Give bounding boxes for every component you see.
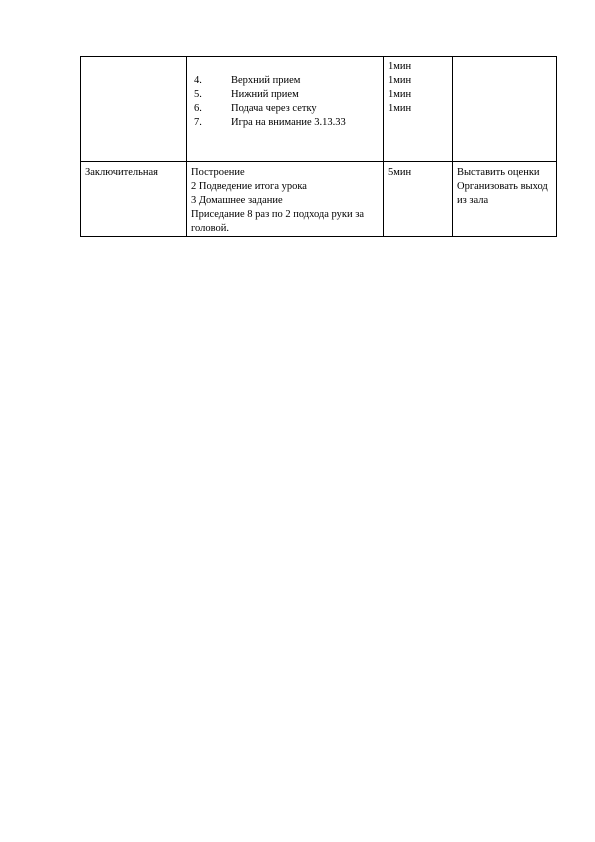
item-text: Подача через сетку	[231, 103, 317, 114]
note-line: Выставить оценки	[457, 167, 540, 178]
item-number: 4.	[194, 75, 202, 86]
list-item	[191, 74, 379, 88]
item-text: Игра на внимание 3.13.33	[231, 117, 346, 128]
list-item	[191, 116, 379, 130]
item-text: Нижний прием	[231, 89, 299, 100]
item-text: Верхний прием	[231, 75, 301, 86]
item-number: 7.	[194, 117, 202, 128]
list-item	[191, 102, 379, 116]
lesson-plan-table	[80, 56, 557, 237]
table-row	[81, 57, 557, 162]
note-line: Организовать выход из зала	[457, 181, 548, 206]
notes-cell	[453, 57, 557, 162]
stage-cell: Заключительная	[81, 162, 187, 237]
duration-text: 1мин	[388, 103, 412, 114]
content-cell	[187, 162, 384, 237]
notes-cell	[453, 162, 557, 237]
content-line: 3 Домашнее задание	[191, 195, 283, 206]
item-number: 5.	[194, 89, 202, 100]
content-line: 2 Подведение итога урока	[191, 181, 307, 192]
duration-text: 5мин	[388, 167, 412, 178]
duration-text: 1мин	[388, 75, 412, 86]
time-cell	[384, 57, 453, 162]
table-row	[81, 162, 557, 237]
list-item	[191, 88, 379, 102]
stage-cell	[81, 57, 187, 162]
content-line: Приседание 8 раз по 2 подхода руки за головой.	[191, 209, 365, 234]
duration-text: 1мин	[388, 89, 412, 100]
content-cell	[187, 57, 384, 162]
content-line: Построение	[191, 167, 245, 178]
time-cell	[384, 162, 453, 237]
item-number: 6.	[194, 103, 202, 114]
duration-text: 1мин	[388, 61, 412, 72]
